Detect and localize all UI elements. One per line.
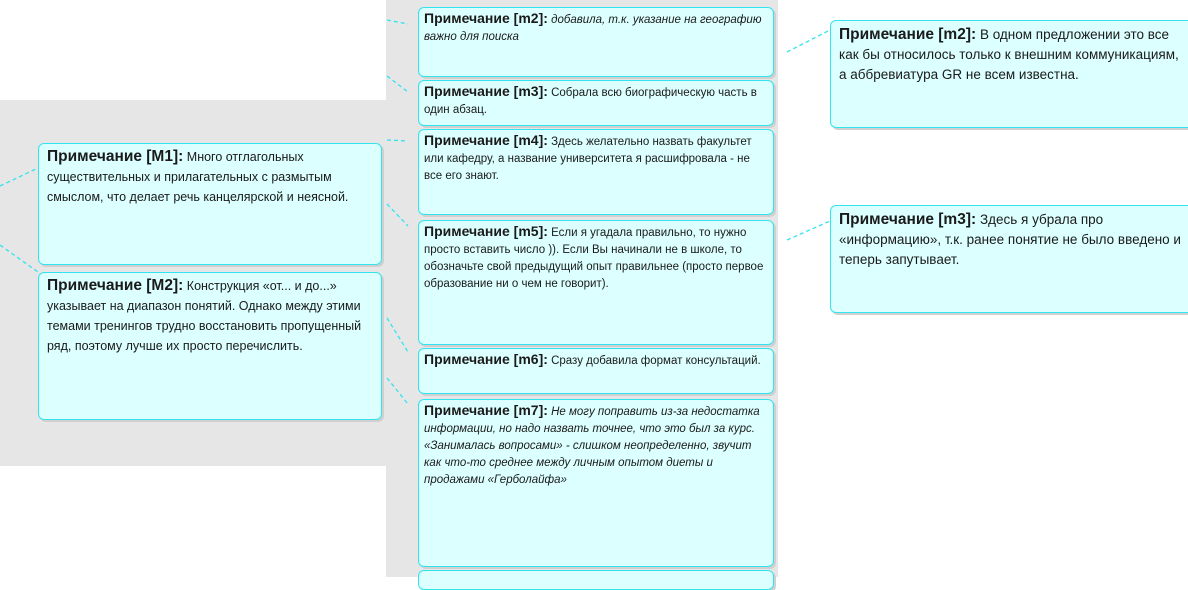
comment-text: Если я угадала правильно, то нужно просто вставить число )). Если Вы начинали не в школе, то обозначьте свой предыдущий опыт правильнее (просто первое образование ни о чем не говорит). <box>424 227 764 290</box>
comment-m2[interactable] <box>38 272 382 420</box>
comment-m8-partial[interactable] <box>418 570 774 590</box>
comment-text: Много отглагольных существительных и прилагательных с размытым смыслом, что делает речь канцелярской и неясной. <box>47 150 349 204</box>
comment-m2-right[interactable] <box>830 20 1188 128</box>
comment-m4[interactable] <box>418 129 774 215</box>
comment-label: Примечание [M2]: <box>47 277 184 294</box>
comment-label: Примечание [m4]: <box>424 132 548 148</box>
comment-label: Примечание [m3]: <box>424 83 548 99</box>
comment-text: Здесь я убрала про «информацию», т.к. ранее понятие не было введено и теперь запутывает. <box>839 212 1181 267</box>
comment-m3-right[interactable] <box>830 205 1188 313</box>
comment-label: Примечание [m7]: <box>424 402 548 418</box>
comment-label: Примечание [m2]: <box>839 26 977 43</box>
comment-label: Примечание [m2]: <box>424 10 548 26</box>
comment-text: Не могу поправить из-за недостатка информации, но надо назвать точнее, что это был за курс. «Занималась вопросами» - слишком неопределенно, звучит как что-то среднее между личным опытом диеты и продажами «Герболайфа» <box>424 406 760 486</box>
comment-label: Примечание [m3]: <box>839 211 977 228</box>
comment-text: добавила, т.к. указание на географию важно для поиска <box>424 14 762 43</box>
comment-text: Собрала всю биографическую часть в один абзац. <box>424 87 757 116</box>
comment-m3-mid[interactable] <box>418 80 774 126</box>
comment-text: В одном предложении это все как бы относилось только к внешним коммуникациям, а аббревиатура GR не всем известна. <box>839 27 1179 82</box>
comment-text: Здесь желательно назвать факультет или кафедру, а название университета я расшифровала - не все его знают. <box>424 136 752 182</box>
comment-text: Конструкция «от... и до...» указывает на диапазон понятий. Однако между этими темами тренингов трудно восстановить пропущенный ряд, поэтому лучше их просто перечислить. <box>47 279 362 353</box>
comment-m7[interactable] <box>418 399 774 567</box>
comment-text: Сразу добавила формат консультаций. <box>551 355 761 367</box>
comment-m6[interactable] <box>418 348 774 394</box>
comment-label: Примечание [M1]: <box>47 148 184 165</box>
comment-m5[interactable] <box>418 220 774 345</box>
comment-m2-mid[interactable] <box>418 7 774 77</box>
comment-m1[interactable] <box>38 143 382 265</box>
comment-label: Примечание [m6]: <box>424 351 548 367</box>
comment-label: Примечание [m5]: <box>424 223 548 239</box>
